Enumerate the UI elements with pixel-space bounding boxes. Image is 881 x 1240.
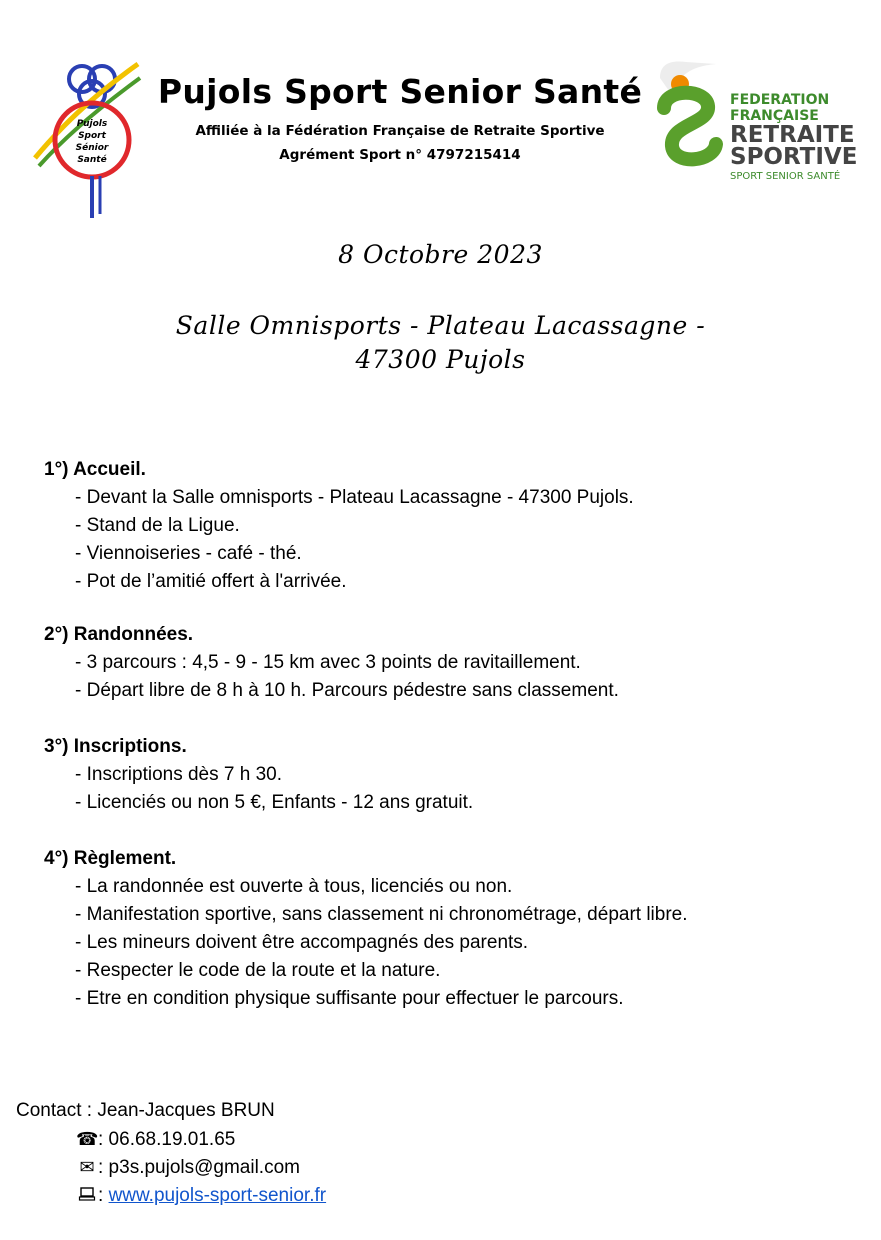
logo-text-2: Sport (78, 131, 106, 141)
website-link[interactable]: www.pujols-sport-senior.fr (108, 1185, 327, 1206)
section-reglement (44, 845, 844, 1013)
logo-text-1: Pujols (76, 119, 108, 129)
list-item: - Pot de l’amitié offert à l'arrivée. (75, 571, 347, 592)
list-item: - Inscriptions dès 7 h 30. (75, 764, 282, 785)
section-title: 3°) Inscriptions. (44, 736, 187, 757)
envelope-icon: ✉ (79, 1157, 95, 1177)
list-item: - Départ libre de 8 h à 10 h. Parcours pédestre sans classement. (75, 680, 619, 701)
list-item: - 3 parcours : 4,5 - 9 - 15 km avec 3 points de ravitaillement. (75, 652, 581, 673)
list-item: - Respecter le code de la route et la nature. (75, 960, 441, 981)
contact-phone-row (16, 1125, 326, 1153)
federation-text-4: SPORTIVE (730, 144, 858, 170)
list-item: - La randonnée est ouverte à tous, licenciés ou non. (75, 876, 513, 897)
list-item: - Les mineurs doivent être accompagnés des parents. (75, 932, 529, 953)
section-title: 4°) Règlement. (44, 848, 177, 869)
list-item: - Viennoiseries - café - thé. (75, 543, 302, 564)
website-prefix: : (98, 1185, 109, 1206)
contact-name: Contact : Jean-Jacques BRUN (16, 1100, 275, 1121)
federation-text-5: SPORT SENIOR SANTÉ (730, 171, 841, 182)
federation-text-1: FEDERATION (730, 92, 830, 108)
list-item: - Etre en condition physique suffisante pour effectuer le parcours. (75, 988, 624, 1009)
logo-text-4: Santé (77, 155, 107, 165)
event-date: 8 Octobre 2023 (338, 240, 543, 269)
contact-website-row (16, 1181, 326, 1209)
logo-text-3: Sénior (75, 143, 109, 153)
contact-email-row (16, 1153, 326, 1181)
list-item: - Manifestation sportive, sans classement ni chronométrage, départ libre. (75, 904, 688, 925)
event-venue-line1: Salle Omnisports - Plateau Lacassagne - (175, 311, 706, 340)
federation-text-3: RETRAITE (730, 122, 855, 148)
federation-logo (656, 58, 858, 184)
contact-block (16, 1097, 326, 1209)
section-randonnees (44, 621, 844, 705)
list-item: - Licenciés ou non 5 €, Enfants - 12 ans gratuit. (75, 792, 474, 813)
section-inscriptions (44, 733, 844, 817)
federation-text-2: FRANÇAISE (730, 108, 819, 124)
section-accueil (44, 456, 844, 596)
list-item: - Devant la Salle omnisports - Plateau Lacassagne - 47300 Pujols. (75, 487, 634, 508)
agrement-line: Agrément Sport n° 4797215414 (279, 147, 521, 163)
list-item: - Stand de la Ligue. (75, 515, 240, 536)
section-title: 2°) Randonnées. (44, 624, 194, 645)
computer-icon (76, 1181, 98, 1209)
phone-icon: ☎ (76, 1129, 99, 1149)
affiliation-line: Affiliée à la Fédération Française de Retraite Sportive (195, 123, 605, 139)
club-title: Pujols Sport Senior Santé (157, 72, 643, 111)
club-logo (30, 58, 142, 220)
contact-email: : p3s.pujols@gmail.com (98, 1157, 300, 1178)
section-title: 1°) Accueil. (44, 459, 146, 480)
event-venue-line2: 47300 Pujols (355, 345, 526, 374)
contact-phone: : 06.68.19.01.65 (98, 1129, 236, 1150)
